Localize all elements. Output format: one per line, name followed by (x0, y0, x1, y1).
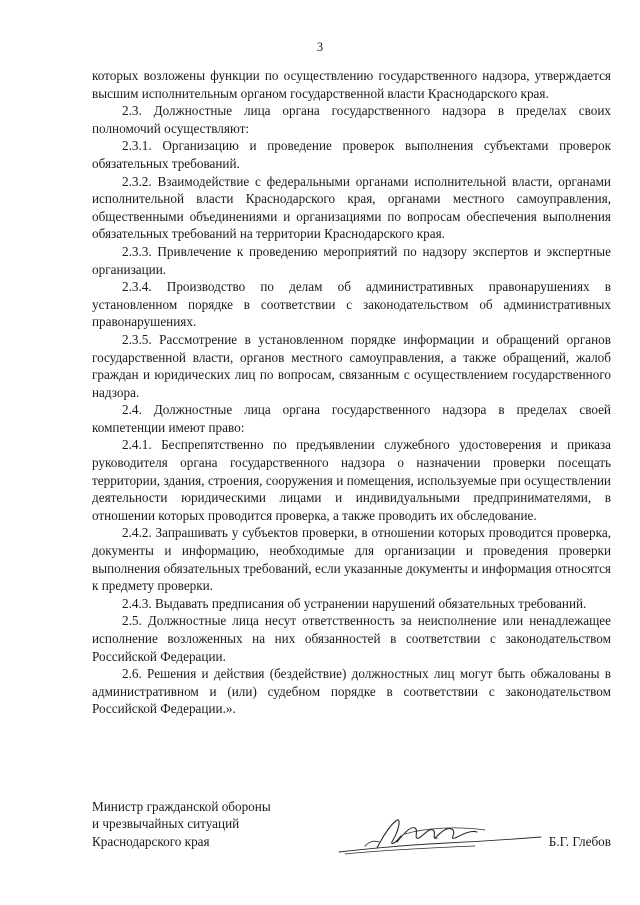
signature-block (92, 798, 611, 858)
paragraph-2-6: 2.6. Решения и действия (бездействие) должностных лиц могут быть обжалованы в административном и (или) судебном порядке в соответствии с законодательством Российской Федерации.». (92, 666, 611, 717)
document-text (92, 67, 611, 718)
paragraph-2-3-2: 2.3.2. Взаимодействие с федеральными органами исполнительной власти, органами исполнительной власти Краснодарского края, органами местного самоуправления, общественными объединениями и организациями по вопросам обеспечения выполнения обязательных требований на территории Краснодарского края. (92, 173, 611, 242)
paragraph-continuation: которых возложены функции по осуществлению государственного надзора, утверждается высшим исполнительным органом государственной власти Краснодарского края. (92, 68, 611, 101)
paragraph-2-3-5: 2.3.5. Рассмотрение в установленном порядке информации и обращений органов государственной власти, органов местного самоуправления, а также обращений, жалоб граждан и юридических лиц по вопросам, связанным с осуществлением государственного надзора. (92, 331, 611, 400)
paragraph-2-3-1: 2.3.1. Организацию и проведение проверок выполнения субъектами проверок обязательных требований. (92, 138, 611, 171)
paragraph-2-4-3: 2.4.3. Выдавать предписания об устранении нарушений обязательных требований. (122, 595, 587, 611)
paragraph-2-3-3: 2.3.3. Привлечение к проведению мероприятий по надзору экспертов и экспертные организации. (92, 243, 611, 277)
signer-name: Б.Г. Глебов (548, 833, 611, 849)
paragraph-2-4: 2.4. Должностные лица органа государственного надзора в пределах своей компетенции имеют право: (92, 402, 611, 435)
signer-position (92, 798, 271, 850)
signer-position-line: и чрезвычайных ситуаций (92, 816, 240, 832)
paragraph-2-5: 2.5. Должностные лица несут ответственность за неисполнение или ненадлежащее исполнение возложенных на них обязанностей в соответствии с законодательством Российской Федерации. (92, 613, 611, 664)
signer-position-line: Краснодарского края (92, 833, 210, 849)
signer-position-line: Министр гражданской обороны (92, 799, 271, 814)
page-number: 3 (316, 40, 324, 54)
handwritten-signature (335, 812, 545, 858)
paragraph-2-4-2: 2.4.2. Запрашивать у субъектов проверки, в отношении которых проводится проверка, документы и информацию, необходимые для организации и проведения проверки выполнения обязательных требований, если указанные документы и информация относятся к предмету проверки. (92, 525, 611, 594)
paragraph-2-3-4: 2.3.4. Производство по делам об административных правонарушениях в установленном порядке в соответствии с законодательством об административных правонарушениях. (92, 279, 611, 330)
paragraph-2-4-1: 2.4.1. Беспрепятственно по предъявлении служебного удостоверения и приказа руководителя органа государственного надзора о назначении проверки посещать территории, здания, строения, сооружения и помещения, используемые при осуществлении деятельности юридическими лицами и индивидуальными предпринимателями, в отношении которых проводится проверка, а также проводить их обследование. (92, 437, 611, 523)
paragraph-2-3: 2.3. Должностные лица органа государственного надзора в пределах своих полномочий осуществляют: (92, 103, 611, 136)
